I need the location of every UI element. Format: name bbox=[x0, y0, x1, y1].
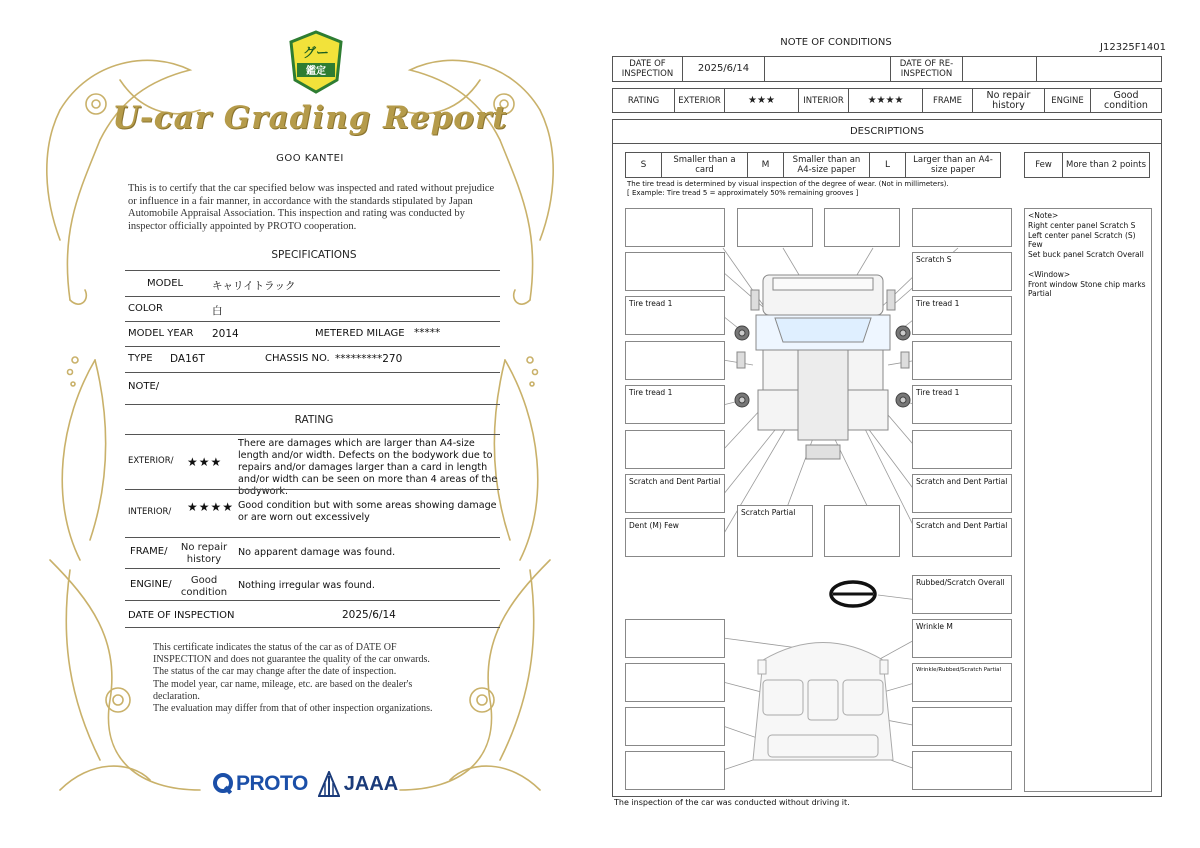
condition-box-r4 bbox=[912, 341, 1012, 380]
condition-box-text: Scratch Partial bbox=[741, 508, 796, 517]
condition-box-i3 bbox=[912, 663, 1012, 702]
note-of-conditions-sheet bbox=[606, 0, 1200, 848]
date-of-inspection-cell: DATE OF INSPECTION bbox=[613, 57, 683, 82]
type-label: TYPE bbox=[128, 353, 153, 364]
condition-box-r3 bbox=[912, 296, 1012, 335]
chassis-label: CHASSIS NO. bbox=[265, 353, 330, 364]
specifications-heading: SPECIFICATIONS bbox=[271, 249, 357, 261]
color-value: 白 bbox=[212, 305, 223, 317]
notes-panel bbox=[1024, 208, 1152, 792]
date-of-inspection-value: 2025/6/14 bbox=[683, 57, 765, 82]
condition-box-l6 bbox=[625, 430, 725, 469]
condition-box-text: Tire tread 1 bbox=[629, 299, 673, 308]
legend-key-few: Few bbox=[1025, 153, 1063, 178]
note-line: <Note> bbox=[1028, 211, 1059, 220]
disclaimer-line: The model year, car name, mileage, etc. are based on the dealer's bbox=[153, 678, 413, 690]
legend-text-s: Smaller than a card bbox=[662, 153, 748, 178]
interior-description: Good condition but with some areas showing damage or are worn out excessively bbox=[238, 500, 497, 523]
color-label: COLOR bbox=[128, 303, 163, 314]
descriptions-heading: DESCRIPTIONS bbox=[613, 120, 1161, 144]
interior-stars: ★★★★ bbox=[849, 89, 923, 113]
chassis-value: *********270 bbox=[335, 353, 403, 365]
condition-box-text: Wrinkle/Rubbed/Scratch Partial bbox=[916, 667, 1002, 673]
ratings-row bbox=[612, 88, 1162, 113]
mileage-label: METERED MILAGE bbox=[315, 328, 405, 339]
model-value: キャリイトラック bbox=[212, 280, 296, 292]
note-line: Few bbox=[1028, 240, 1043, 250]
disclaimer-line: The evaluation may differ from that of other inspection organizations. bbox=[153, 703, 433, 715]
report-id: J12325F1401 bbox=[1100, 42, 1166, 53]
exterior-description: There are damages which are larger than A4-size length and/or width. Defects on the bodywork due to repairs and/or damages larger than a card in length and/or width can be seen on more than 4 areas of the bodywork. bbox=[238, 438, 498, 497]
condition-box-text: Scratch and Dent Partial bbox=[629, 477, 721, 486]
inspection-dates-row bbox=[612, 56, 1162, 82]
condition-box-text: Tire tread 1 bbox=[916, 299, 960, 308]
note-line: Set buck panel Scratch Overall bbox=[1028, 250, 1144, 260]
type-value: DA16T bbox=[170, 353, 205, 365]
disclaimer-line: This certificate indicates the status of the car as of DATE OF bbox=[153, 642, 397, 653]
sheet-title: NOTE OF CONDITIONS bbox=[780, 37, 892, 48]
steering-wheel-icon bbox=[831, 582, 875, 606]
descriptions-panel bbox=[612, 119, 1162, 797]
condition-box-text: Scratch and Dent Partial bbox=[916, 521, 1008, 530]
condition-box-r6 bbox=[912, 430, 1012, 469]
condition-box-t1 bbox=[737, 208, 813, 247]
condition-box-i4 bbox=[912, 707, 1012, 746]
note-line: <Window> bbox=[1028, 269, 1071, 279]
condition-box-i1 bbox=[912, 575, 1012, 614]
note-line: Front window Stone chip marks bbox=[1028, 279, 1146, 289]
inspection-footnote: The inspection of the car was conducted without driving it. bbox=[614, 798, 850, 807]
disclaimer-line: INSPECTION and does not guarantee the quality of the car onwards. bbox=[153, 654, 430, 666]
model-year-label: MODEL YEAR bbox=[128, 328, 194, 339]
reinspection-value bbox=[963, 57, 1037, 82]
frame-value: No repair history bbox=[973, 89, 1045, 113]
note-line: Partial bbox=[1028, 289, 1052, 299]
condition-box-i6 bbox=[625, 619, 725, 658]
interior-label: INTERIOR bbox=[799, 89, 849, 113]
condition-box-i9 bbox=[625, 751, 725, 790]
legend-key-m: M bbox=[748, 153, 784, 178]
exterior-stars: ★★★ bbox=[187, 455, 223, 469]
condition-box-r1 bbox=[912, 208, 1012, 247]
condition-box-l7 bbox=[625, 474, 725, 513]
goo-kantei-badge-logo bbox=[287, 30, 345, 94]
condition-box-r2 bbox=[912, 252, 1012, 291]
condition-box-r5 bbox=[912, 385, 1012, 424]
condition-box-l4 bbox=[625, 341, 725, 380]
proto-logo-text: PROTO bbox=[236, 772, 308, 795]
condition-box-i5 bbox=[912, 751, 1012, 790]
legend-text-few: More than 2 points bbox=[1063, 153, 1150, 178]
condition-box-l3 bbox=[625, 296, 725, 335]
rating-label: RATING bbox=[613, 89, 675, 113]
legend-text-m: Smaller than an A4-size paper bbox=[784, 153, 870, 178]
report-title: U-car Grading Report bbox=[112, 100, 508, 136]
engine-label: ENGINE bbox=[1045, 89, 1091, 113]
note-line: Right center panel Scratch S bbox=[1028, 220, 1136, 230]
empty-cell bbox=[765, 57, 891, 82]
date-of-inspection-label: DATE OF INSPECTION bbox=[128, 610, 235, 621]
condition-box-text: Scratch S bbox=[916, 255, 952, 264]
condition-box-b1 bbox=[737, 505, 813, 557]
proto-mark-icon bbox=[212, 772, 236, 796]
engine-value: Good condition bbox=[1091, 89, 1162, 113]
mileage-value: ***** bbox=[414, 327, 441, 339]
engine-description: Nothing irregular was found. bbox=[238, 580, 375, 591]
empty-cell bbox=[1037, 57, 1162, 82]
frame-value: No repair history bbox=[180, 542, 228, 565]
condition-box-text: Scratch and Dent Partial bbox=[916, 477, 1008, 486]
badge-text-bottom: 鑑定 bbox=[306, 66, 326, 77]
condition-box-text: Wrinkle M bbox=[916, 622, 953, 631]
condition-box-i7 bbox=[625, 663, 725, 702]
sponsor-logos bbox=[212, 770, 398, 798]
condition-box-text: Rubbed/Scratch Overall bbox=[916, 578, 1005, 587]
condition-box-l2 bbox=[625, 252, 725, 291]
condition-box-i2 bbox=[912, 619, 1012, 658]
model-label: MODEL bbox=[147, 278, 184, 289]
date-of-inspection-value: 2025/6/14 bbox=[342, 609, 396, 621]
engine-label: ENGINE/ bbox=[130, 579, 172, 590]
tire-tread-note-line: The tire tread is determined by visual inspection of the degree of wear. (Not in millimeters). bbox=[627, 180, 949, 188]
condition-box-text: Tire tread 1 bbox=[916, 388, 960, 397]
condition-box-i8 bbox=[625, 707, 725, 746]
condition-box-text: Dent (M) Few bbox=[629, 521, 679, 530]
disclaimer-line: declaration. bbox=[153, 690, 200, 702]
model-year-value: 2014 bbox=[212, 328, 239, 340]
condition-box-t2 bbox=[824, 208, 900, 247]
date-of-reinspection-cell: DATE OF RE-INSPECTION bbox=[891, 57, 963, 82]
disclaimer-line: The status of the car may change after the date of inspection. bbox=[153, 666, 397, 678]
jaaa-logo-text: JAAA bbox=[343, 772, 399, 795]
condition-box-l8 bbox=[625, 518, 725, 557]
tire-tread-note-line: [ Example: Tire tread 5 = approximately 50% remaining grooves ] bbox=[627, 189, 859, 197]
badge-text-top: グー bbox=[302, 46, 330, 61]
note-line bbox=[1028, 260, 1148, 270]
rating-heading: RATING bbox=[294, 414, 334, 426]
condition-box-r8 bbox=[912, 518, 1012, 557]
organization-name: GOO KANTEI bbox=[276, 153, 344, 164]
condition-box-l1 bbox=[625, 208, 725, 247]
engine-value: Good condition bbox=[180, 575, 228, 598]
interior-stars: ★★★★ bbox=[187, 500, 235, 514]
condition-box-r7 bbox=[912, 474, 1012, 513]
exterior-label: EXTERIOR bbox=[675, 89, 725, 113]
condition-box-b2 bbox=[824, 505, 900, 557]
frame-description: No apparent damage was found. bbox=[238, 547, 396, 558]
frame-label: FRAME bbox=[923, 89, 973, 113]
exterior-label: EXTERIOR/ bbox=[128, 456, 174, 466]
disclaimer-text bbox=[153, 642, 493, 715]
note-label: NOTE/ bbox=[128, 381, 160, 392]
jaaa-mark-icon bbox=[318, 771, 340, 797]
legend-key-l: L bbox=[870, 153, 906, 178]
legend-text-l: Larger than an A4-size paper bbox=[906, 153, 1001, 178]
frame-label: FRAME/ bbox=[130, 546, 168, 557]
condition-box-l5 bbox=[625, 385, 725, 424]
note-line: Left center panel Scratch (S) bbox=[1028, 230, 1136, 240]
interior-label: INTERIOR/ bbox=[128, 507, 172, 517]
legend-key-s: S bbox=[626, 153, 662, 178]
exterior-stars: ★★★ bbox=[725, 89, 799, 113]
condition-box-text: Tire tread 1 bbox=[629, 388, 673, 397]
certification-statement: This is to certify that the car specified below was inspected and rated without prejudice or influence in a fair manner, in accordance with the standards stipulated by Japan Automobile Appraisal Association. This inspection and rating was conducted by inspector officially appointed by PROTO cooperation. bbox=[128, 183, 495, 232]
